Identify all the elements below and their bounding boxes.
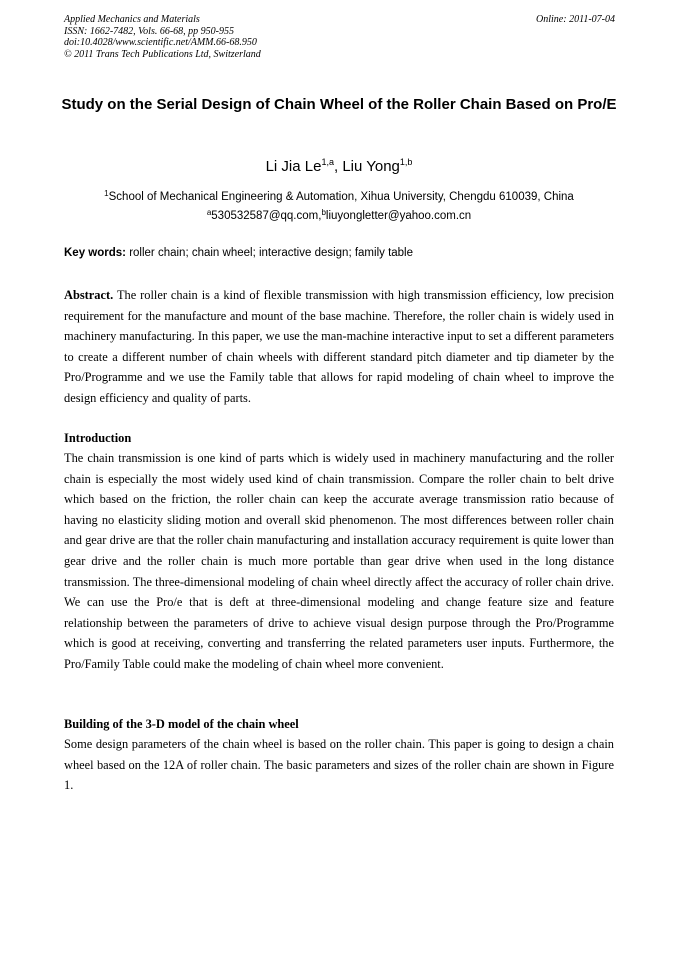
author-separator: , <box>333 158 343 175</box>
keywords-label: Key words: <box>64 247 126 259</box>
email-a-mark: a <box>206 208 212 217</box>
introduction-paragraph: The chain transmission is one kind of parts which is widely used in machinery manufacturing and the roller chain is especially the most widely used kind of chain transmission. Compare the roller chain to belt drive which based on the friction, the roller chain can keep the accurate average transmission ratio because of having no elasticity sliding motion and overall skid phenomenon. The most differences between roller chain and gear drive are that the roller chain manufacturing and installation accuracy requirement is quite lower than gear drive and the roller chain is much more portable than gear drive when used in the long distance transmission. The three-dimensional modeling of chain wheel directly affect the accuracy of roller chain drive. We can use the Pro/e that is deft at three-dimensional modeling and change feature size and feature relationship between the parameters of drive to achieve visual design purpose through the Pro/Programme which is good at receiving, converting and transferring the related parameters user inputs. Furthermore, the Pro/Family Table could make the modeling of chain wheel more convenient. <box>64 451 614 671</box>
abstract-paragraph <box>64 285 614 409</box>
building-paragraph: Some design parameters of the chain wheel is based on the roller chain. This paper is going to design a chain wheel based on the 12A of roller chain. The basic parameters and sizes of the roller chain are shown in Figure 1. <box>64 737 614 793</box>
author-1-name: Li Jia Le <box>265 158 322 175</box>
author-1-affiliation-mark: 1,a <box>321 157 334 167</box>
author-line <box>50 157 628 177</box>
abstract-text: The roller chain is a kind of flexible transmission with high transmission efficiency, low precision requirement for the manufacture and mount of the base machine. Therefore, the roller chain is widely used in machinery manufacturing. In this paper, we use the man-machine interactive input to set a different parameters to create a different number of chain wheels with different standard pitch diameter and tip diameter by the Pro/Programme and we use the Family table that allows for rapid modeling of chain wheel to improve the design efficiency and quality of parts. <box>64 288 614 405</box>
author-2-name: Liu Yong <box>342 158 400 175</box>
online-date: Online: 2011-07-04 <box>536 14 615 25</box>
email-b: liuyongletter@yahoo.com.cn <box>325 210 472 222</box>
affiliation-line <box>50 188 628 207</box>
journal-name: Applied Mechanics and Materials <box>64 14 200 25</box>
abstract-label: Abstract. <box>64 288 114 302</box>
keywords-line <box>64 245 615 261</box>
journal-header <box>64 14 615 60</box>
email-a: 530532587@qq.com, <box>211 210 322 222</box>
affiliation-mark: 1 <box>104 189 109 198</box>
author-2-affiliation-mark: 1,b <box>399 157 413 167</box>
introduction-heading: Introduction <box>64 431 132 445</box>
keywords-text: roller chain; chain wheel; interactive design; family table <box>126 247 414 259</box>
copyright-line: © 2011 Trans Tech Publications Ltd, Switzerland <box>64 48 261 60</box>
email-b-mark: b <box>321 208 326 217</box>
doi-line: doi:10.4028/www.scientific.net/AMM.66-68.950 <box>64 37 257 48</box>
affiliation-block <box>50 188 628 226</box>
email-line <box>50 207 628 226</box>
building-heading: Building of the 3-D model of the chain wheel <box>64 717 299 731</box>
paper-title: Study on the Serial Design of Chain Wheel of the Roller Chain Based on Pro/E <box>61 96 617 113</box>
affiliation-text: School of Mechanical Engineering & Automation, Xihua University, Chengdu 610039, China <box>108 191 574 203</box>
issn-line: ISSN: 1662-7482, Vols. 66-68, pp 950-955 <box>64 25 234 37</box>
